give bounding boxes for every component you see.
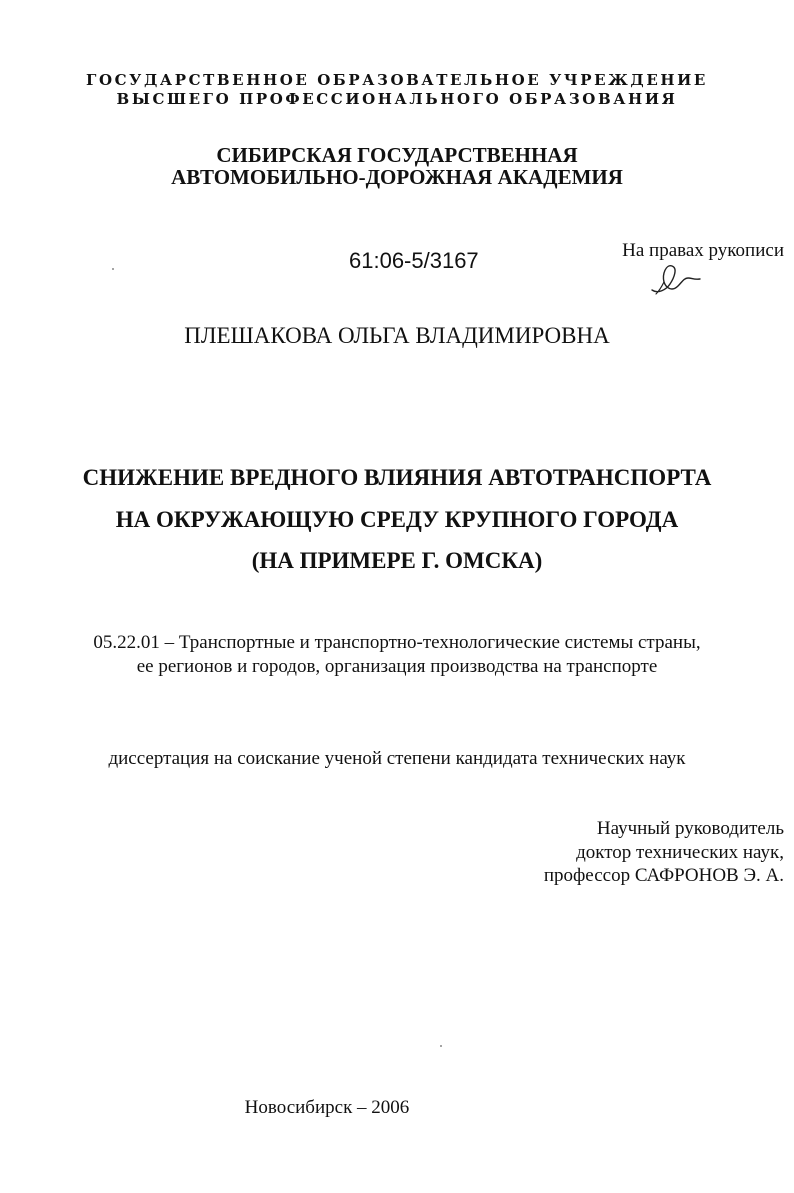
supervisor-label: Научный руководитель — [596, 818, 784, 839]
specialty-line-1: 05.22.01 – Транспортные и транспортно-технологические системы страны, — [93, 632, 701, 653]
supervisor-name: профессор САФРОНОВ Э. А. — [543, 865, 784, 886]
city-year: Новосибирск – 2006 — [244, 1097, 410, 1118]
manuscript-rights-label: На правах рукописи — [622, 240, 784, 261]
scan-speck — [112, 268, 114, 270]
catalog-code: 61:06-5/3167 — [349, 248, 479, 273]
thesis-title-line-1: СНИЖЕНИЕ ВРЕДНОГО ВЛИЯНИЯ АВТОТРАНСПОРТА — [82, 465, 712, 490]
academy-name-line-1: СИБИРСКАЯ ГОСУДАРСТВЕННАЯ — [216, 143, 578, 167]
academy-name-line-2: АВТОМОБИЛЬНО-ДОРОЖНАЯ АКАДЕМИЯ — [171, 165, 623, 189]
specialty-line-2: ее регионов и городов, организация производства на транспорте — [136, 656, 658, 677]
dissertation-description: диссертация на соискание ученой степени кандидата технических наук — [108, 748, 686, 769]
thesis-title-line-3: (НА ПРИМЕРЕ Г. ОМСКА) — [251, 548, 543, 573]
scan-speck — [440, 1045, 442, 1047]
thesis-title-line-2: НА ОКРУЖАЮЩУЮ СРЕДУ КРУПНОГО ГОРОДА — [115, 507, 679, 532]
handwritten-signature — [648, 260, 704, 300]
institution-line-1: ГОСУДАРСТВЕННОЕ ОБРАЗОВАТЕЛЬНОЕ УЧРЕЖДЕНИЕ — [86, 71, 708, 89]
author-name: ПЛЕШАКОВА ОЛЬГА ВЛАДИМИРОВНА — [184, 323, 610, 348]
supervisor-degree: доктор технических наук, — [576, 842, 784, 863]
institution-line-2: ВЫСШЕГО ПРОФЕССИОНАЛЬНОГО ОБРАЗОВАНИЯ — [116, 90, 678, 108]
